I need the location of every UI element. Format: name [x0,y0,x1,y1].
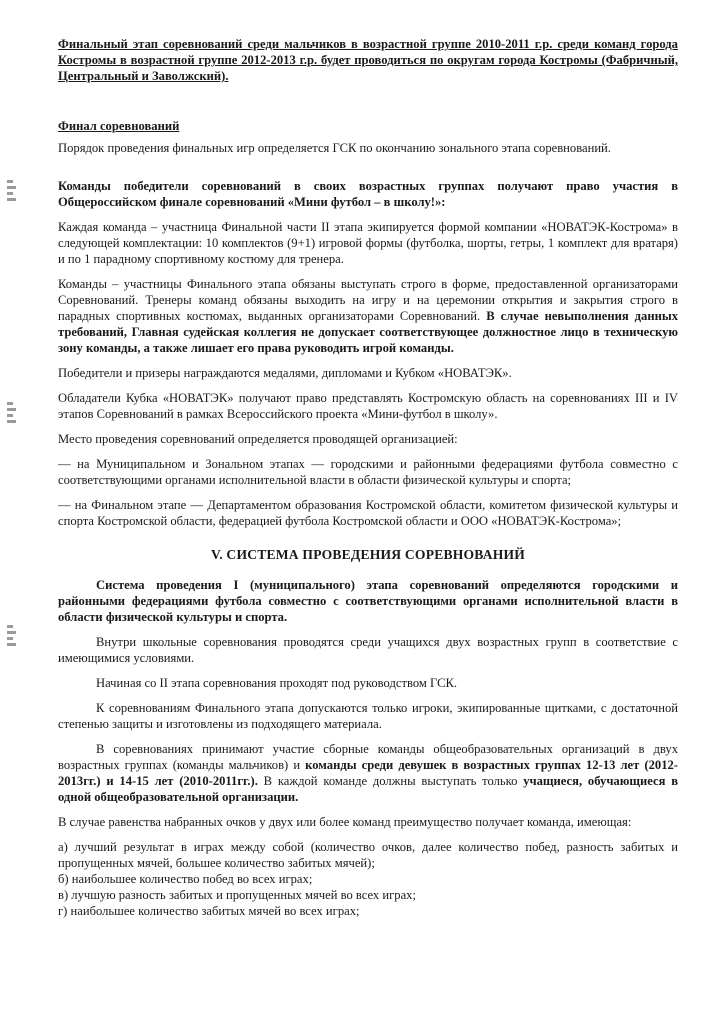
tie-item: г) наибольшее количество забитых мячей во всех играх; [58,904,360,918]
tie-intro-paragraph: В случае равенства набранных очков у двух или более команд преимущество получает команда, имеющая: [58,815,632,829]
intro-heading-line: Финальный этап соревнований среди мальчиков в возрастной группе 2010-2011 г.р. среди [58,37,590,51]
tie-item: в) лучшую разность забитых и пропущенных мячей во всех играх; [58,888,416,902]
form-bold-text: В случае невыполнения данных требований, Главная судейская коллегия не допускает соответствующее должностное лицо в техническую зону команды, а также лишает его права руководить игрой команды. [58,309,678,355]
tie-item: б) наибольшее количество побед во всех играх; [58,872,313,886]
intro-heading-line: команд города Костромы в возрастной группе 2012-2013 г.р. будет проводиться по округам [58,37,678,67]
teams-text-b: команды среди девушек в возрастных группах 12-13 лет (2012-2013гг.) и 14-15 лет (2010-2011гг.). [58,758,678,788]
venue-paragraph: Место проведения соревнований определяется проводящей организацией: [58,432,458,446]
margin-binder-marks [7,180,17,204]
final-text: Порядок проведения финальных игр определяется ГСК по окончанию зонального этапа соревнований. [58,141,611,155]
document-page [58,36,678,919]
intro-heading-line: города Костромы (Фабричный, Центральный и Заволжский). [58,53,678,83]
teams-text-a: В соревнованиях принимают участие сборные команды общеобразовательных организаций в двух возрастных группах (команды мальчиков) и [58,742,678,772]
stage2-paragraph: Начиная со II этапа соревнования проходят под руководством ГСК. [96,676,458,690]
venue-item: — на Финальном этапе — Департаментом образования Костромской области, комитетом физической культуры и спорта Костромской области, федерацией футбола Костромской области и ООО «НОВАТЭК-Кострома»; [58,498,678,528]
uniform-paragraph: Каждая команда – участница Финальной части II этапа экипируется формой компании «НОВАТЭК-Кострома» в следующей комплектации: 10 комплектов (9+1) игровой формы (футболка, шорты, гетры, 1 комплект для вратаря) и по 1 парадному спортивному костюму для тренера. [58,220,678,266]
cup-holders-paragraph: Обладатели Кубка «НОВАТЭК» получают право представлять Костромскую область на соревнованиях III и IV этапов Соревнований в рамках Всероссийского проекта «Мини-футбол в школу». [58,391,678,421]
venue-item: — на Муниципальном и Зональном этапах — городскими и районными федерациями футбола совместно с соответствующими органами исполнительной власти в области физической культуры и спорта; [58,457,678,487]
system-paragraph: Система проведения I (муниципального) этапа соревнований определяются городскими и районными федерациями футбола совместно с соответствующими органами исполнительной власти в области физической культуры и спорта. [58,578,678,624]
form-regular-text: Команды – участницы Финального этапа обязаны выступать строго в форме, предоставленной организаторами Соревнований. Тренеры команд обязаны выходить на игру и на церемонии открытия и закрытия строго в парадных спортивных костюмах, выданных организаторами Соревнований. [58,277,678,323]
form-paragraph [58,276,678,356]
final-heading: Финал соревнований [58,119,180,133]
intro-heading [58,36,678,84]
section-title: V. СИСТЕМА ПРОВЕДЕНИЯ СОРЕВНОВАНИЙ [210,547,526,562]
tie-item: а) лучший результат в играх между собой (количество очков, далее количество побед, разность забитых и пропущенных мячей, большее количество забитых мячей); [58,840,678,870]
teams-text-d: учащиеся, обучающиеся в одной общеобразовательной организации. [58,774,678,804]
teams-text-c: В каждой команде должны выступать только [257,774,524,788]
teams-paragraph [58,741,678,805]
shin-guards-paragraph: К соревнованиям Финального этапа допускаются только игроки, экипированные щитками, с достаточной степенью защиты и изготовлены из подходящего материала. [58,701,678,731]
margin-binder-marks [7,625,17,649]
winners-paragraph: Команды победители соревнований в своих возрастных группах получают право участия в Общероссийском финале соревнований «Мини футбол – в школу!»: [58,179,678,209]
awards-paragraph: Победители и призеры награждаются медалями, дипломами и Кубком «НОВАТЭК». [58,366,512,380]
school-paragraph: Внутри школьные соревнования проводятся среди учащихся двух возрастных групп в соответствие с имеющимися условиями. [58,635,678,665]
margin-binder-marks [7,402,17,426]
